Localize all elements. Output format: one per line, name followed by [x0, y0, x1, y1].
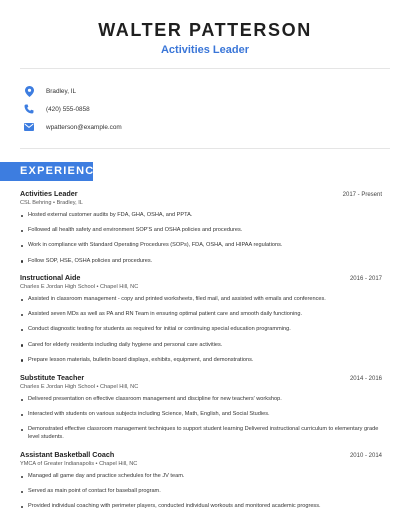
- contact-email[interactable]: [20, 118, 122, 136]
- job-dates: 2017 - Present: [342, 192, 382, 198]
- job-organization: CSL Behring • Bradley, IL: [20, 200, 83, 206]
- experience-section-header: [0, 162, 103, 181]
- contact-location: [20, 82, 76, 100]
- job-bullet: Managed all game day and practice schedules for the JV team.: [20, 473, 382, 480]
- divider-bottom: [20, 148, 390, 149]
- job-bullet: Served as main point of contact for baseball program.: [20, 488, 382, 495]
- job-bullet: Followed all health safety and environment SOP'S and OSHA policies and procedures.: [20, 227, 382, 234]
- job-bullet: Conduct diagnostic testing for students as required for initial or continuing special education programming.: [20, 326, 382, 333]
- job-bullet: Assisted in classroom management - copy and printed worksheets, filed mail, and assisted with emails and conferences.: [20, 296, 382, 303]
- job-bullets: [20, 473, 382, 511]
- job-entry: [20, 273, 382, 364]
- job-bullet: Hosted external customer audits by FDA, GHA, OSHA, and PPTA.: [20, 212, 382, 219]
- job-dates: 2010 - 2014: [349, 453, 382, 459]
- contact-phone-text: (420) 555-0858: [46, 105, 90, 113]
- divider-top: [20, 68, 390, 69]
- job-bullets: [20, 396, 382, 441]
- job-title: Substitute Teacher: [20, 373, 85, 382]
- job-bullets: [20, 296, 382, 364]
- job-bullet: Cared for elderly residents including daily hygiene and personal care activities.: [20, 342, 382, 349]
- email-icon: [22, 120, 36, 134]
- contact-phone: [20, 100, 90, 118]
- job-dates: 2016 - 2017: [349, 276, 382, 282]
- job-organization: Charles E Jordan High School • Chapel Hill, NC: [20, 284, 139, 290]
- job-entry: [20, 189, 382, 265]
- job-bullet: Demonstrated effective classroom management techniques to support student learning Delivered instructional curriculum to elementary grade level students.: [20, 426, 382, 440]
- job-title: Assistant Basketball Coach: [20, 450, 115, 459]
- job-bullet: Prepare lesson materials, bulletin board displays, exhibits, equipment, and demonstrations.: [20, 357, 382, 364]
- phone-icon: [22, 102, 36, 116]
- job-bullet: Delivered presentation on effective classroom management and discipline for new teachers' workshop.: [20, 396, 382, 403]
- job-bullet: Work in compliance with Standard Operating Procedures (SOPs), FDA, OSHA, and HIPAA regulations.: [20, 242, 382, 249]
- job-organization: Charles E Jordan High School • Chapel Hill, NC: [20, 384, 139, 390]
- location-pin-icon: [22, 84, 36, 98]
- job-bullet: Provided individual coaching with perimeter players, conducted individual workouts and monitored academic progress.: [20, 503, 382, 510]
- section-title: EXPERIENCE: [0, 162, 93, 181]
- job-bullet: Follow SOP, HSE, OSHA policies and procedures.: [20, 258, 382, 265]
- job-entry: [20, 450, 382, 511]
- job-title: Activities Leader: [20, 189, 78, 198]
- contact-location-text: Bradley, IL: [46, 87, 77, 95]
- resume-header: [0, 0, 410, 57]
- candidate-name: WALTER PATTERSON: [98, 20, 312, 40]
- job-bullet: Assisted seven MDs as well as PA and RN Team in ensuring optimal patient care and smooth daily functioning.: [20, 311, 382, 318]
- contact-email-text: wpatterson@example.com: [46, 123, 122, 131]
- job-bullet: Interacted with students on various subjects including Science, Math, English, and Social Studies.: [20, 411, 382, 418]
- job-title: Instructional Aide: [20, 273, 81, 282]
- job-entry: [20, 373, 382, 441]
- job-organization: YMCA of Greater Indianapolis • Chapel Hill, NC: [20, 461, 138, 467]
- job-dates: 2014 - 2016: [349, 376, 382, 382]
- candidate-title: Activities Leader: [160, 44, 250, 56]
- job-bullets: [20, 212, 382, 265]
